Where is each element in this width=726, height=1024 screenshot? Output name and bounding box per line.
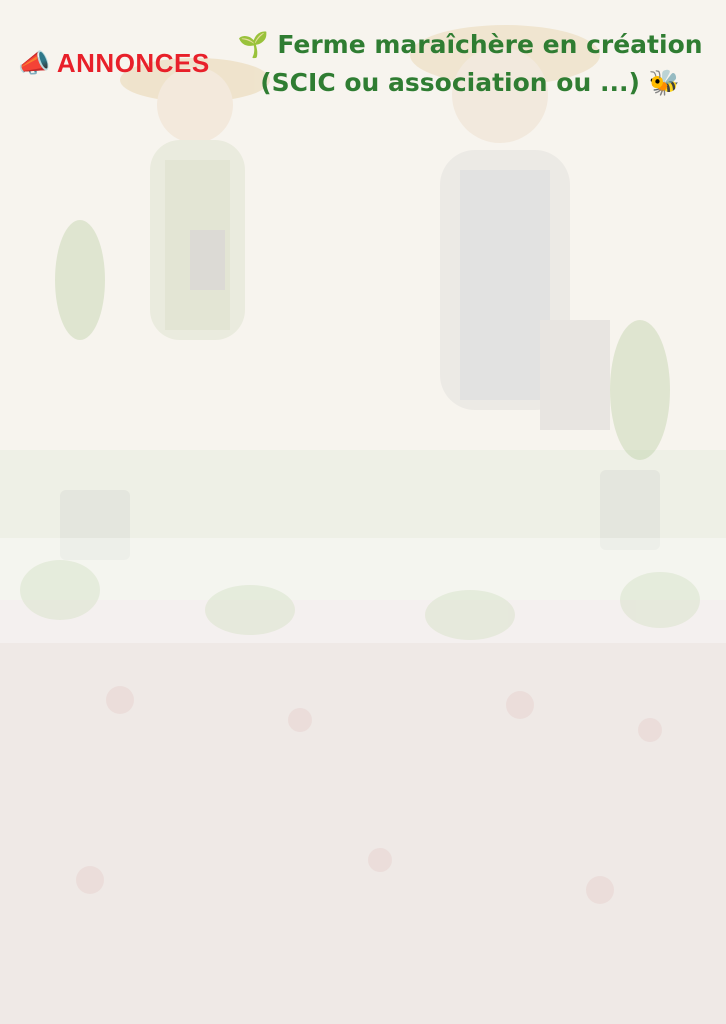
terrain-section (0, 126, 726, 190)
terrain-line-2 (0, 158, 726, 190)
particularites-line-3 (0, 610, 726, 639)
bee-icon: 🐝 (648, 68, 680, 97)
page-title (230, 26, 710, 102)
announce-label (18, 48, 210, 79)
megaphone-icon: 📣 (18, 48, 51, 78)
contact-section (0, 924, 726, 1011)
creation-line-2 (0, 439, 726, 476)
modele-title (0, 656, 726, 686)
recherche-section (0, 216, 726, 381)
particularites-section (0, 552, 726, 639)
particularites-line-2 (0, 581, 726, 610)
points-list (0, 775, 726, 903)
modele-line-1 (0, 689, 726, 717)
contact-line-3[interactable] (0, 982, 726, 1011)
modele-line-2 (0, 717, 726, 745)
creation-section (0, 402, 726, 513)
particularites-title (0, 522, 726, 546)
list-item (0, 807, 726, 839)
modele-line-3 (0, 745, 726, 773)
announce-text: ANNONCES (56, 48, 210, 78)
list-item (0, 839, 726, 871)
seedling-icon: 🌱 (237, 30, 269, 59)
creation-line-3 (0, 476, 726, 513)
modele-section (0, 689, 726, 773)
recherche-line-3 (0, 282, 726, 315)
header (0, 20, 726, 110)
title-line-1: Ferme maraîchère en création (277, 30, 703, 59)
title-line-2: (SCIC ou association ou ...) (260, 68, 640, 97)
contact-line-2 (0, 953, 726, 982)
list-item (0, 871, 726, 903)
recherche-line-2 (0, 249, 726, 282)
list-item (0, 775, 726, 807)
